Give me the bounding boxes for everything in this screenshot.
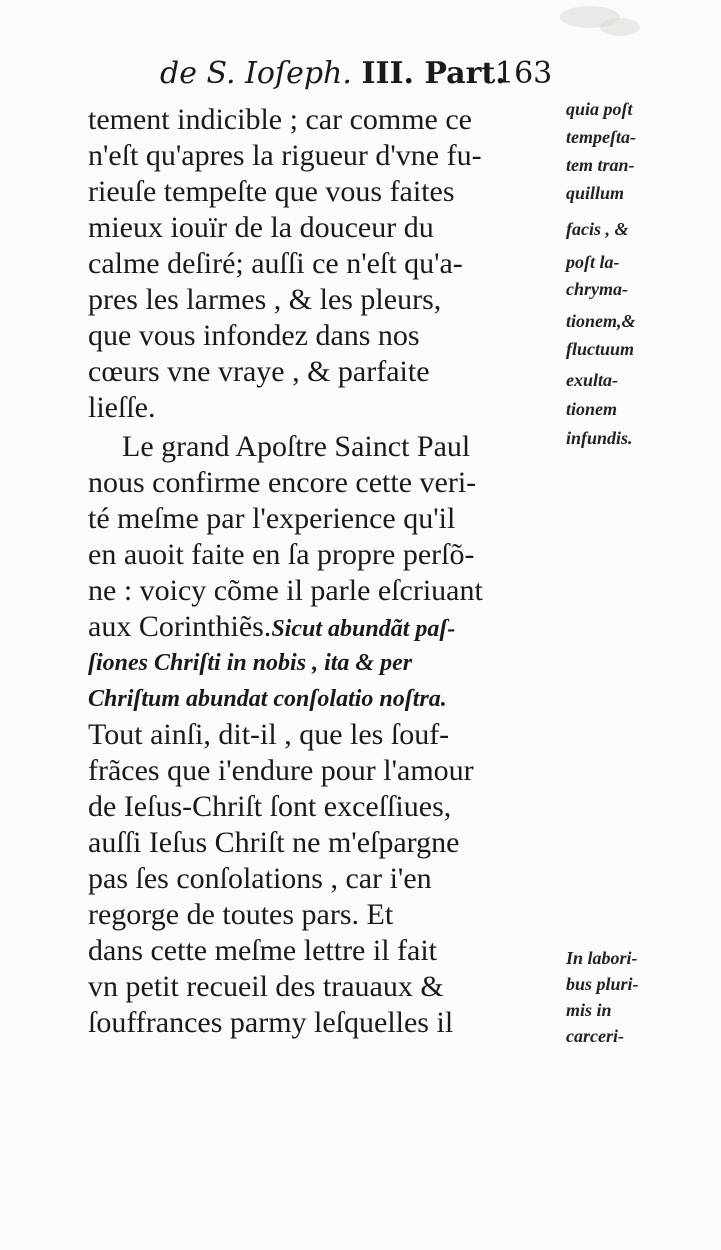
text-line: que vous infondez dans nos [88,319,420,352]
margin-note-line: poſt la- [566,252,620,272]
text-line: cœurs vne vraye , & parfaite [88,355,430,388]
margin-note-line: tionem [566,399,618,419]
scan-smudge [600,18,640,36]
text-line: ſouffrances parmy leſquelles il [88,1006,454,1039]
margin-note-line: facis , & [566,219,629,239]
latin-line: ſiones Chriſti in nobis , ita & per [88,650,413,676]
text-line: n'eſt qu'apres la rigueur d'vne fu- [88,139,482,172]
page-number: 163 [495,56,553,91]
margin-note-line: fluctuum [566,339,635,359]
text-line: mieux iouïr de la douceur du [88,211,434,244]
text-line: lieſſe. [88,391,156,424]
text-line: nous confirme encore cette veri- [88,466,477,499]
header-title: de S. Ioſeph. [160,56,352,91]
text-line: vn petit recueil des trauaux & [88,970,444,1003]
margin-note-line: tem tran- [566,155,635,175]
text-line: ne : voicy cõme il parle eſcriuant [88,574,483,607]
margin-note-line: mis in [566,1000,612,1020]
text-line: auſſi Ieſus Chriſt ne m'eſpargne [88,826,460,859]
text-segment: aux Corinthiẽs. [88,610,272,643]
margin-note-line: In labori- [566,948,638,968]
latin-line: Chriſtum abundat conſolatio noſtra. [88,686,447,712]
text-line: calme deſiré; auſſi ce n'eſt qu'a- [88,247,463,280]
text-line: Tout ainſi, dit-il , que les ſouf- [88,718,450,751]
text-line: rieuſe tempeſte que vous faites [88,175,455,208]
margin-note-line: bus pluri- [566,974,639,994]
text-line: de Ieſus-Chriſt ſont exceſſiues, [88,790,452,823]
paragraph-start-line: Le grand Apoſtre Sainct Paul [122,430,471,463]
margin-note-line: exulta- [566,370,618,390]
header-part: III. Part. [361,56,506,91]
margin-note-line: infundis. [566,428,633,448]
text-line: pas ſes conſolations , car i'en [88,862,432,895]
margin-note-line: tempeſta- [566,127,636,147]
text-line: pres les larmes , & les pleurs, [88,283,442,316]
margin-note-line: quia poſt [566,99,633,119]
text-line: tement indicible ; car comme ce [88,103,472,136]
text-line: dans cette meſme lettre il fait [88,934,438,967]
text-line: frãces que i'endure pour l'amour [88,754,474,787]
text-line: té meſme par l'experience qu'il [88,502,456,535]
margin-note-line: carceri- [566,1026,624,1046]
latin-quote: Sicut abundãt paſ- [271,616,456,642]
margin-note-line: tionem,& [566,311,636,331]
text-line: en auoit faite en ſa propre perſõ- [88,538,475,571]
margin-note-line: chryma- [566,279,628,299]
running-header [160,56,580,96]
text-line: regorge de toutes pars. Et [88,898,394,931]
margin-note-line: quillum [566,183,625,203]
text-line-with-latin [88,607,558,647]
